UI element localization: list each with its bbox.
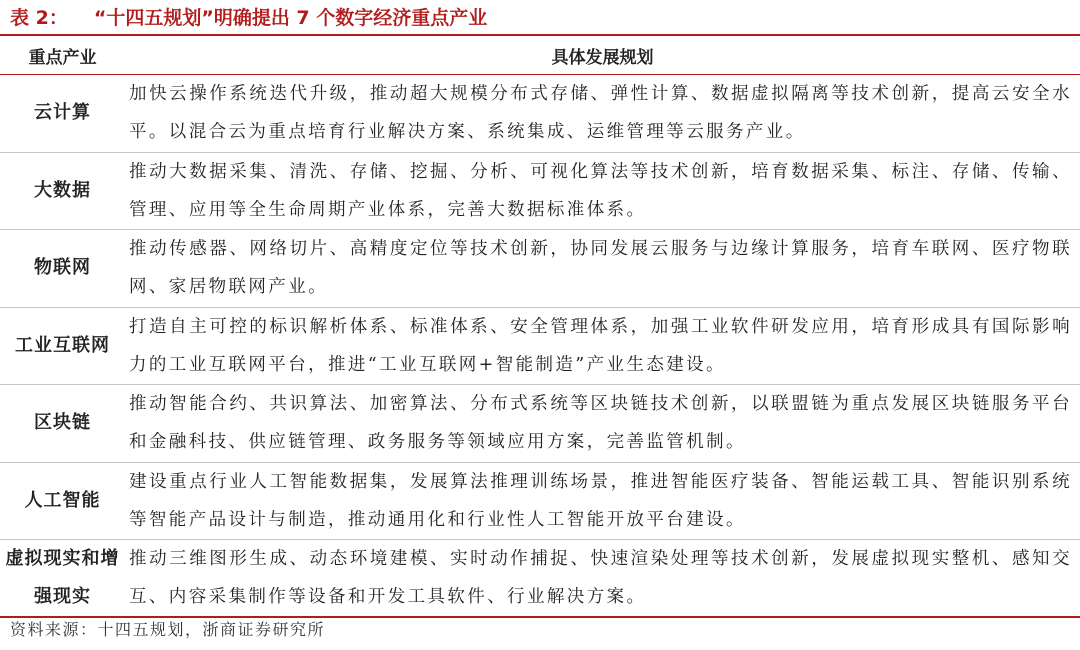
table-caption [10,4,487,32]
plan-cell: 推动传感器、网络切片、高精度定位等技术创新，协同发展云服务与边缘计算服务，培育车联网、医疗物联网、家居物联网产业。 [125,230,1080,308]
plan-cell: 推动三维图形生成、动态环境建模、实时动作捕捉、快速渲染处理等技术创新，发展虚拟现实整机、感知交互、内容采集制作等设备和开发工具软件、行业解决方案。 [125,540,1080,618]
plan-cell: 推动智能合约、共识算法、加密算法、分布式系统等区块链技术创新，以联盟链为重点发展区块链服务平台和金融科技、供应链管理、政务服务等领域应用方案，完善监管机制。 [125,385,1080,463]
table-number: 表 2： [10,7,68,29]
plan-cell: 建设重点行业人工智能数据集，发展算法推理训练场景，推进智能医疗装备、智能运载工具、智能识别系统等智能产品设计与制造，推动通用化和行业性人工智能开放平台建设。 [125,462,1080,540]
industry-cell: 区块链 [0,385,125,463]
plan-cell: 加快云操作系统迭代升级，推动超大规模分布式存储、弹性计算、数据虚拟隔离等技术创新，提高云安全水平。以混合云为重点培育行业解决方案、系统集成、运维管理等云服务产业。 [125,75,1080,153]
industry-cell: 人工智能 [0,462,125,540]
source-note: 资料来源：十四五规划，浙商证券研究所 [10,620,326,639]
industry-cell: 工业互联网 [0,307,125,385]
plan-cell: 打造自主可控的标识解析体系、标准体系、安全管理体系，加强工业软件研发应用，培育形成具有国际影响力的工业互联网平台，推进“工业互联网+智能制造”产业生态建设。 [125,307,1080,385]
table-row [0,75,1080,153]
table-row [0,307,1080,385]
table-row [0,385,1080,463]
industry-plan-table [0,36,1080,618]
header-industry: 重点产业 [0,36,125,75]
industry-cell: 虚拟现实和增强现实 [0,540,125,618]
table-row [0,540,1080,618]
industry-cell: 云计算 [0,75,125,153]
table-row [0,230,1080,308]
industry-cell: 大数据 [0,152,125,230]
plan-cell: 推动大数据采集、清洗、存储、挖掘、分析、可视化算法等技术创新，培育数据采集、标注、存储、传输、管理、应用等全生命周期产业体系，完善大数据标准体系。 [125,152,1080,230]
header-plan: 具体发展规划 [125,36,1080,75]
table-header-row [0,36,1080,75]
industry-cell: 物联网 [0,230,125,308]
table-title: “十四五规划”明确提出 7 个数字经济重点产业 [93,7,488,29]
table-row [0,152,1080,230]
table-row [0,462,1080,540]
